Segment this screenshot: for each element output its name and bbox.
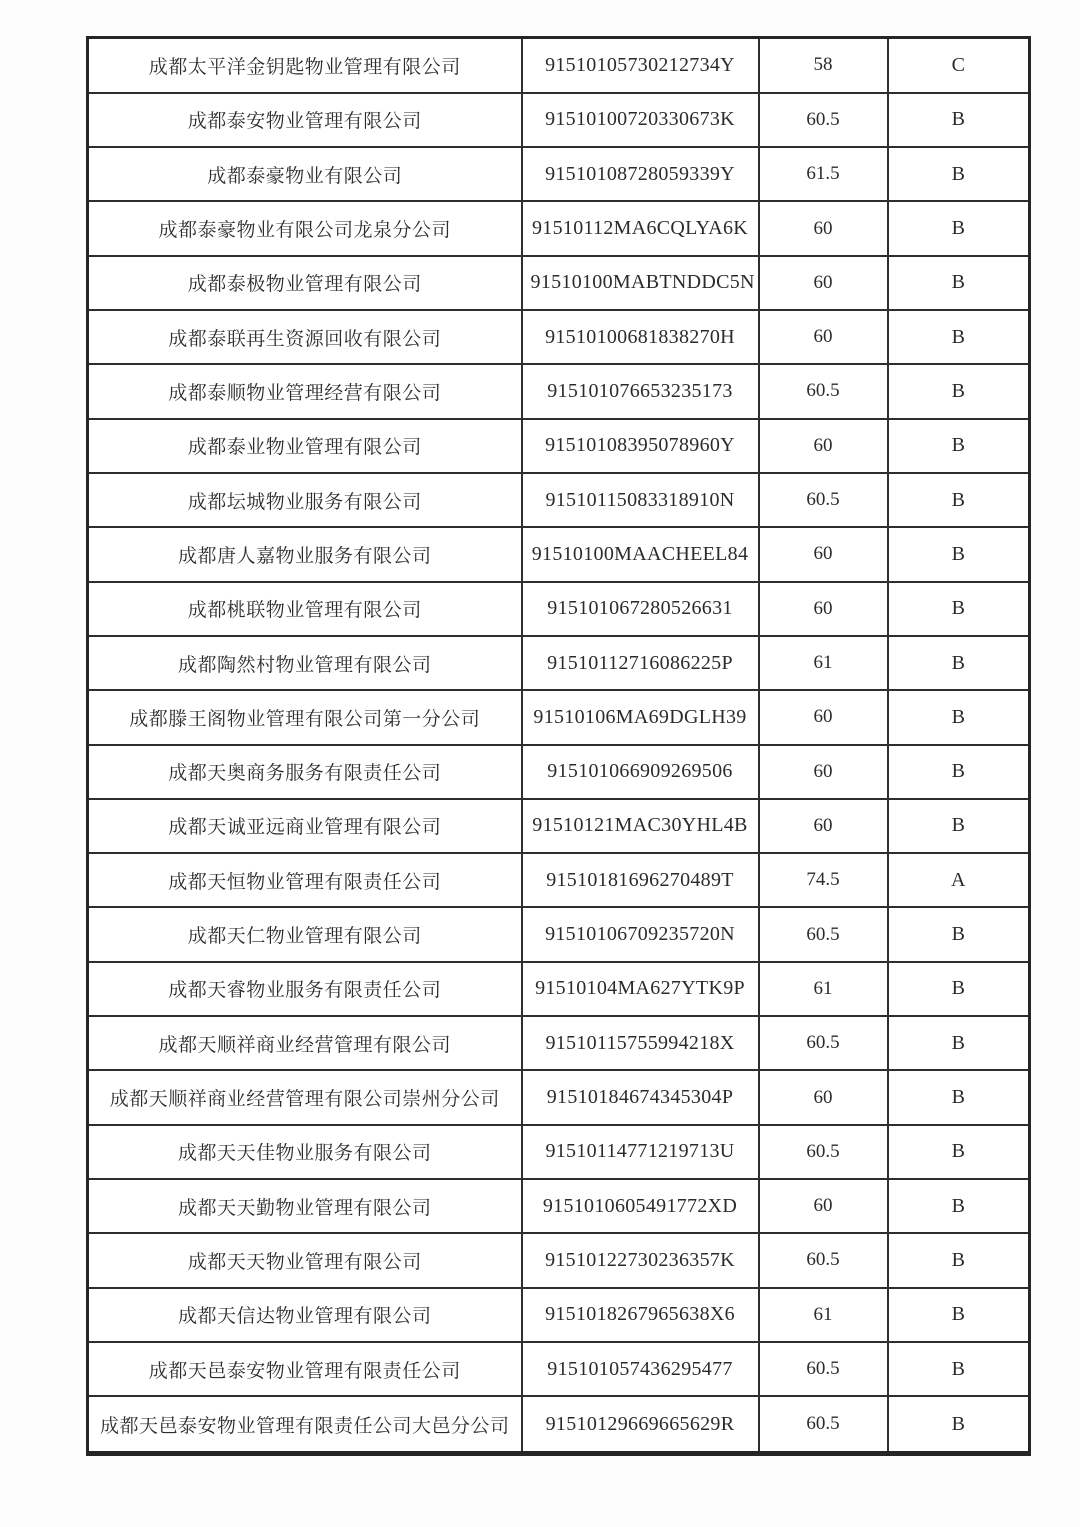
company-name-cell: 成都太平洋金钥匙物业管理有限公司	[88, 38, 522, 93]
credit-code-cell: 91510108395078960Y	[522, 419, 759, 473]
credit-code-cell: 915101057436295477	[522, 1342, 759, 1396]
table-row	[88, 1288, 1030, 1342]
credit-code-cell: 91510105730212734Y	[522, 38, 759, 93]
grade-cell: B	[888, 527, 1030, 581]
score-cell: 60	[759, 1070, 888, 1124]
credit-code-cell: 915101066909269506	[522, 745, 759, 799]
score-cell: 60.5	[759, 93, 888, 147]
rating-table-body	[88, 38, 1030, 1454]
company-name-cell: 成都天天佳物业服务有限公司	[88, 1125, 522, 1179]
table-row	[88, 256, 1030, 310]
company-name-cell: 成都天顺祥商业经营管理有限公司崇州分公司	[88, 1070, 522, 1124]
grade-cell: B	[888, 1233, 1030, 1287]
company-name-cell: 成都天邑泰安物业管理有限责任公司大邑分公司	[88, 1396, 522, 1453]
score-cell: 61.5	[759, 147, 888, 201]
score-cell: 60	[759, 582, 888, 636]
score-cell: 60	[759, 527, 888, 581]
company-name-cell: 成都坛城物业服务有限公司	[88, 473, 522, 527]
credit-code-cell: 91510100MABTNDDC5N	[522, 256, 759, 310]
grade-cell: C	[888, 38, 1030, 93]
table-row	[88, 93, 1030, 147]
credit-code-cell: 91510121MAC30YHL4B	[522, 799, 759, 853]
company-rating-table	[86, 36, 1031, 1456]
credit-code-cell: 91510122730236357K	[522, 1233, 759, 1287]
grade-cell: B	[888, 1070, 1030, 1124]
grade-cell: B	[888, 310, 1030, 364]
grade-cell: B	[888, 201, 1030, 255]
company-name-cell: 成都桃联物业管理有限公司	[88, 582, 522, 636]
credit-code-cell: 91510114771219713U	[522, 1125, 759, 1179]
company-name-cell: 成都天信达物业管理有限公司	[88, 1288, 522, 1342]
company-name-cell: 成都唐人嘉物业服务有限公司	[88, 527, 522, 581]
company-name-cell: 成都泰安物业管理有限公司	[88, 93, 522, 147]
grade-cell: B	[888, 1125, 1030, 1179]
grade-cell: B	[888, 962, 1030, 1016]
company-name-cell: 成都泰顺物业管理经营有限公司	[88, 364, 522, 418]
table-row	[88, 419, 1030, 473]
score-cell: 60.5	[759, 1016, 888, 1070]
company-name-cell: 成都天恒物业管理有限责任公司	[88, 853, 522, 907]
grade-cell: B	[888, 1016, 1030, 1070]
company-name-cell: 成都天天勤物业管理有限公司	[88, 1179, 522, 1233]
grade-cell: A	[888, 853, 1030, 907]
credit-code-cell: 91510115755994218X	[522, 1016, 759, 1070]
table-row	[88, 364, 1030, 418]
grade-cell: B	[888, 1179, 1030, 1233]
company-name-cell: 成都天睿物业服务有限责任公司	[88, 962, 522, 1016]
table-row	[88, 745, 1030, 799]
table-row	[88, 1179, 1030, 1233]
score-cell: 74.5	[759, 853, 888, 907]
table-row	[88, 38, 1030, 93]
grade-cell: B	[888, 147, 1030, 201]
grade-cell: B	[888, 93, 1030, 147]
grade-cell: B	[888, 582, 1030, 636]
company-name-cell: 成都泰联再生资源回收有限公司	[88, 310, 522, 364]
credit-code-cell: 91510108728059339Y	[522, 147, 759, 201]
company-name-cell: 成都陶然村物业管理有限公司	[88, 636, 522, 690]
company-name-cell: 成都天天物业管理有限公司	[88, 1233, 522, 1287]
score-cell: 60	[759, 745, 888, 799]
credit-code-cell: 915101076653235173	[522, 364, 759, 418]
grade-cell: B	[888, 1396, 1030, 1453]
table-row	[88, 799, 1030, 853]
grade-cell: B	[888, 690, 1030, 744]
grade-cell: B	[888, 473, 1030, 527]
table-row	[88, 201, 1030, 255]
table-row	[88, 853, 1030, 907]
table-row	[88, 1016, 1030, 1070]
credit-code-cell: 91510129669665629R	[522, 1396, 759, 1453]
score-cell: 60	[759, 690, 888, 744]
score-cell: 60.5	[759, 1125, 888, 1179]
score-cell: 60.5	[759, 473, 888, 527]
company-name-cell: 成都天邑泰安物业管理有限责任公司	[88, 1342, 522, 1396]
credit-code-cell: 91510106709235720N	[522, 907, 759, 961]
table-row	[88, 1125, 1030, 1179]
score-cell: 60	[759, 419, 888, 473]
grade-cell: B	[888, 1342, 1030, 1396]
score-cell: 58	[759, 38, 888, 93]
table-row	[88, 907, 1030, 961]
credit-code-cell: 91510106MA69DGLH39	[522, 690, 759, 744]
table-row	[88, 1396, 1030, 1453]
table-row	[88, 582, 1030, 636]
score-cell: 60	[759, 256, 888, 310]
table-row	[88, 1070, 1030, 1124]
company-name-cell: 成都泰豪物业有限公司龙泉分公司	[88, 201, 522, 255]
company-name-cell: 成都泰极物业管理有限公司	[88, 256, 522, 310]
table-row	[88, 1233, 1030, 1287]
company-name-cell: 成都天奥商务服务有限责任公司	[88, 745, 522, 799]
score-cell: 61	[759, 1288, 888, 1342]
table-row	[88, 962, 1030, 1016]
score-cell: 60.5	[759, 907, 888, 961]
grade-cell: B	[888, 907, 1030, 961]
score-cell: 60.5	[759, 1342, 888, 1396]
credit-code-cell: 91510112716086225P	[522, 636, 759, 690]
grade-cell: B	[888, 364, 1030, 418]
score-cell: 60.5	[759, 364, 888, 418]
credit-code-cell: 91510115083318910N	[522, 473, 759, 527]
grade-cell: B	[888, 636, 1030, 690]
table-row	[88, 527, 1030, 581]
company-name-cell: 成都天诚亚远商业管理有限公司	[88, 799, 522, 853]
company-name-cell: 成都滕王阁物业管理有限公司第一分公司	[88, 690, 522, 744]
company-name-cell: 成都天仁物业管理有限公司	[88, 907, 522, 961]
table-row	[88, 310, 1030, 364]
score-cell: 60	[759, 201, 888, 255]
credit-code-cell: 91510100720330673K	[522, 93, 759, 147]
grade-cell: B	[888, 419, 1030, 473]
credit-code-cell: 91510104MA627YTK9P	[522, 962, 759, 1016]
credit-code-cell: 91510100681838270H	[522, 310, 759, 364]
table-row	[88, 1342, 1030, 1396]
grade-cell: B	[888, 745, 1030, 799]
credit-code-cell: 91510181696270489T	[522, 853, 759, 907]
table-row	[88, 690, 1030, 744]
grade-cell: B	[888, 1288, 1030, 1342]
score-cell: 60	[759, 1179, 888, 1233]
company-name-cell: 成都泰业物业管理有限公司	[88, 419, 522, 473]
score-cell: 60.5	[759, 1233, 888, 1287]
credit-code-cell: 91510100MAACHEEL84	[522, 527, 759, 581]
credit-code-cell: 91510184674345304P	[522, 1070, 759, 1124]
grade-cell: B	[888, 256, 1030, 310]
score-cell: 60	[759, 799, 888, 853]
score-cell: 61	[759, 962, 888, 1016]
score-cell: 61	[759, 636, 888, 690]
table-row	[88, 147, 1030, 201]
credit-code-cell: 9151018267965638X6	[522, 1288, 759, 1342]
score-cell: 60	[759, 310, 888, 364]
score-cell: 60.5	[759, 1396, 888, 1453]
credit-code-cell: 91510112MA6CQLYA6K	[522, 201, 759, 255]
credit-code-cell: 9151010605491772XD	[522, 1179, 759, 1233]
table-row	[88, 636, 1030, 690]
credit-code-cell: 915101067280526631	[522, 582, 759, 636]
company-name-cell: 成都泰豪物业有限公司	[88, 147, 522, 201]
company-name-cell: 成都天顺祥商业经营管理有限公司	[88, 1016, 522, 1070]
table-row	[88, 473, 1030, 527]
grade-cell: B	[888, 799, 1030, 853]
